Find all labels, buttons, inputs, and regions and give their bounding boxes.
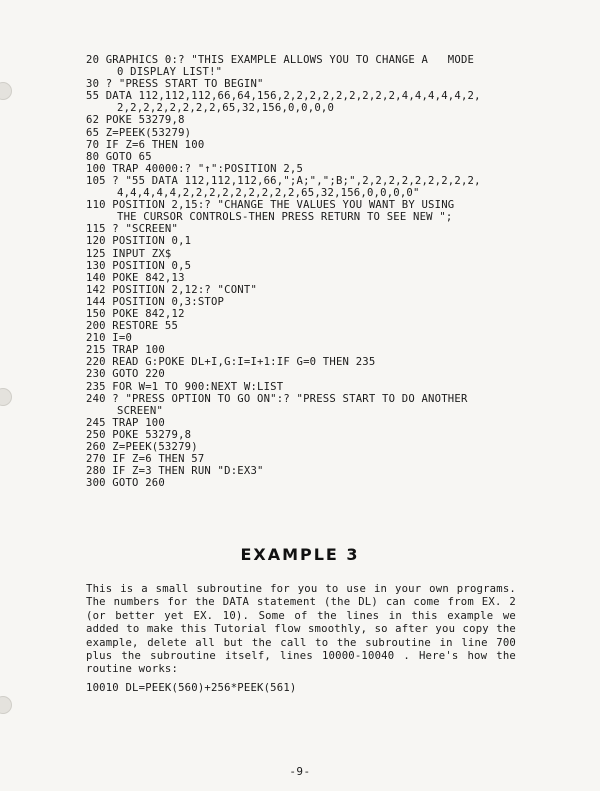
- listing-line: 150 POKE 842,12: [86, 307, 185, 320]
- listing-line: 105 ? "55 DATA 112,112,112,66,";A;",";B;",2,2,2,2,2,2,2,2,2,: [86, 174, 481, 187]
- listing-line: 245 TRAP 100: [86, 416, 165, 429]
- listing-line: 120 POSITION 0,1: [86, 235, 192, 248]
- binder-hole: [0, 696, 12, 714]
- listing-line: 280 IF Z=3 THEN RUN "D:EX3": [86, 465, 264, 478]
- listing-line: 210 I=0: [86, 332, 133, 345]
- listing-line: 260 Z=PEEK(53279): [86, 441, 198, 453]
- listing-continuation-line: THE CURSOR CONTROLS-THEN PRESS RETURN TO SEE NEW ";: [117, 211, 453, 224]
- listing-continuation-line: 4,4,4,4,4,2,2,2,2,2,2,2,2,2,65,32,156,0,0,0,0": [117, 187, 420, 200]
- listing-line: 200 RESTORE 55: [86, 320, 179, 333]
- listing-line: 235 FOR W=1 TO 900:NEXT W:LIST: [86, 380, 284, 393]
- listing-line: 144 POSITION 0,3:STOP: [86, 295, 225, 308]
- listing-continuation-line: 2,2,2,2,2,2,2,2,65,32,156,0,0,0,0: [117, 102, 335, 115]
- listing-line: 300 GOTO 260: [86, 477, 165, 490]
- basic-program-listing: [86, 54, 586, 489]
- listing-line: 100 TRAP 40000:? "↑":POSITION 2,5: [86, 162, 304, 175]
- listing-line: 220 READ G:POKE DL+I,G:I=I+1:IF G=0 THEN 235: [86, 356, 376, 369]
- listing-line: 62 POKE 53279,8: [86, 114, 185, 127]
- listing-line: 115 ? "SCREEN": [86, 223, 179, 236]
- listing-line: 140 POKE 842,13: [86, 271, 185, 284]
- listing-line: 215 TRAP 100: [86, 344, 165, 357]
- body-paragraph: This is a small subroutine for you to use in your own programs. The numbers for the DATA statement (the DL) can come from EX. 2 (or better yet EX. 10). Some of the lines in this example we added to make this Tutorial flow smoothly, so after you copy the example, delete all but the call to the subroutine in line 700 plus the subroutine itself, lines 10000-10040 . Here's how the routine works:: [86, 583, 516, 676]
- listing-line: 30 ? "PRESS START TO BEGIN": [86, 78, 264, 91]
- listing-line: 55 DATA 112,112,112,66,64,156,2,2,2,2,2,2,2,2,2,4,4,4,4,4,2,: [86, 90, 481, 103]
- listing-line: 250 POKE 53279,8: [86, 428, 192, 441]
- listing-line: 142 POSITION 2,12:? "CONT": [86, 283, 258, 296]
- listing-line: 270 IF Z=6 THEN 57: [86, 453, 205, 466]
- listing-line: 70 IF Z=6 THEN 100: [86, 138, 205, 151]
- binder-hole: [0, 82, 12, 100]
- page-number: -9-: [289, 765, 311, 778]
- section-heading: EXAMPLE 3: [240, 545, 360, 564]
- listing-line: 240 ? "PRESS OPTION TO GO ON":? "PRESS START TO DO ANOTHER: [86, 392, 468, 405]
- listing-line: 230 GOTO 220: [86, 368, 165, 381]
- listing-line: 20 GRAPHICS 0:? "THIS EXAMPLE ALLOWS YOU TO CHANGE A MODE: [86, 54, 475, 66]
- binder-hole: [0, 388, 12, 406]
- listing-line: 125 INPUT ZX$: [86, 247, 172, 260]
- code-line: 10010 DL=PEEK(560)+256*PEEK(561): [86, 682, 297, 694]
- listing-continuation-line: SCREEN": [117, 404, 164, 417]
- listing-line: 110 POSITION 2,15:? "CHANGE THE VALUES YOU WANT BY USING: [86, 199, 455, 212]
- listing-line: 80 GOTO 65: [86, 150, 152, 163]
- listing-line: 65 Z=PEEK(53279): [86, 126, 192, 139]
- listing-line: 130 POSITION 0,5: [86, 259, 192, 272]
- listing-continuation-line: 0 DISPLAY LIST!": [117, 66, 223, 79]
